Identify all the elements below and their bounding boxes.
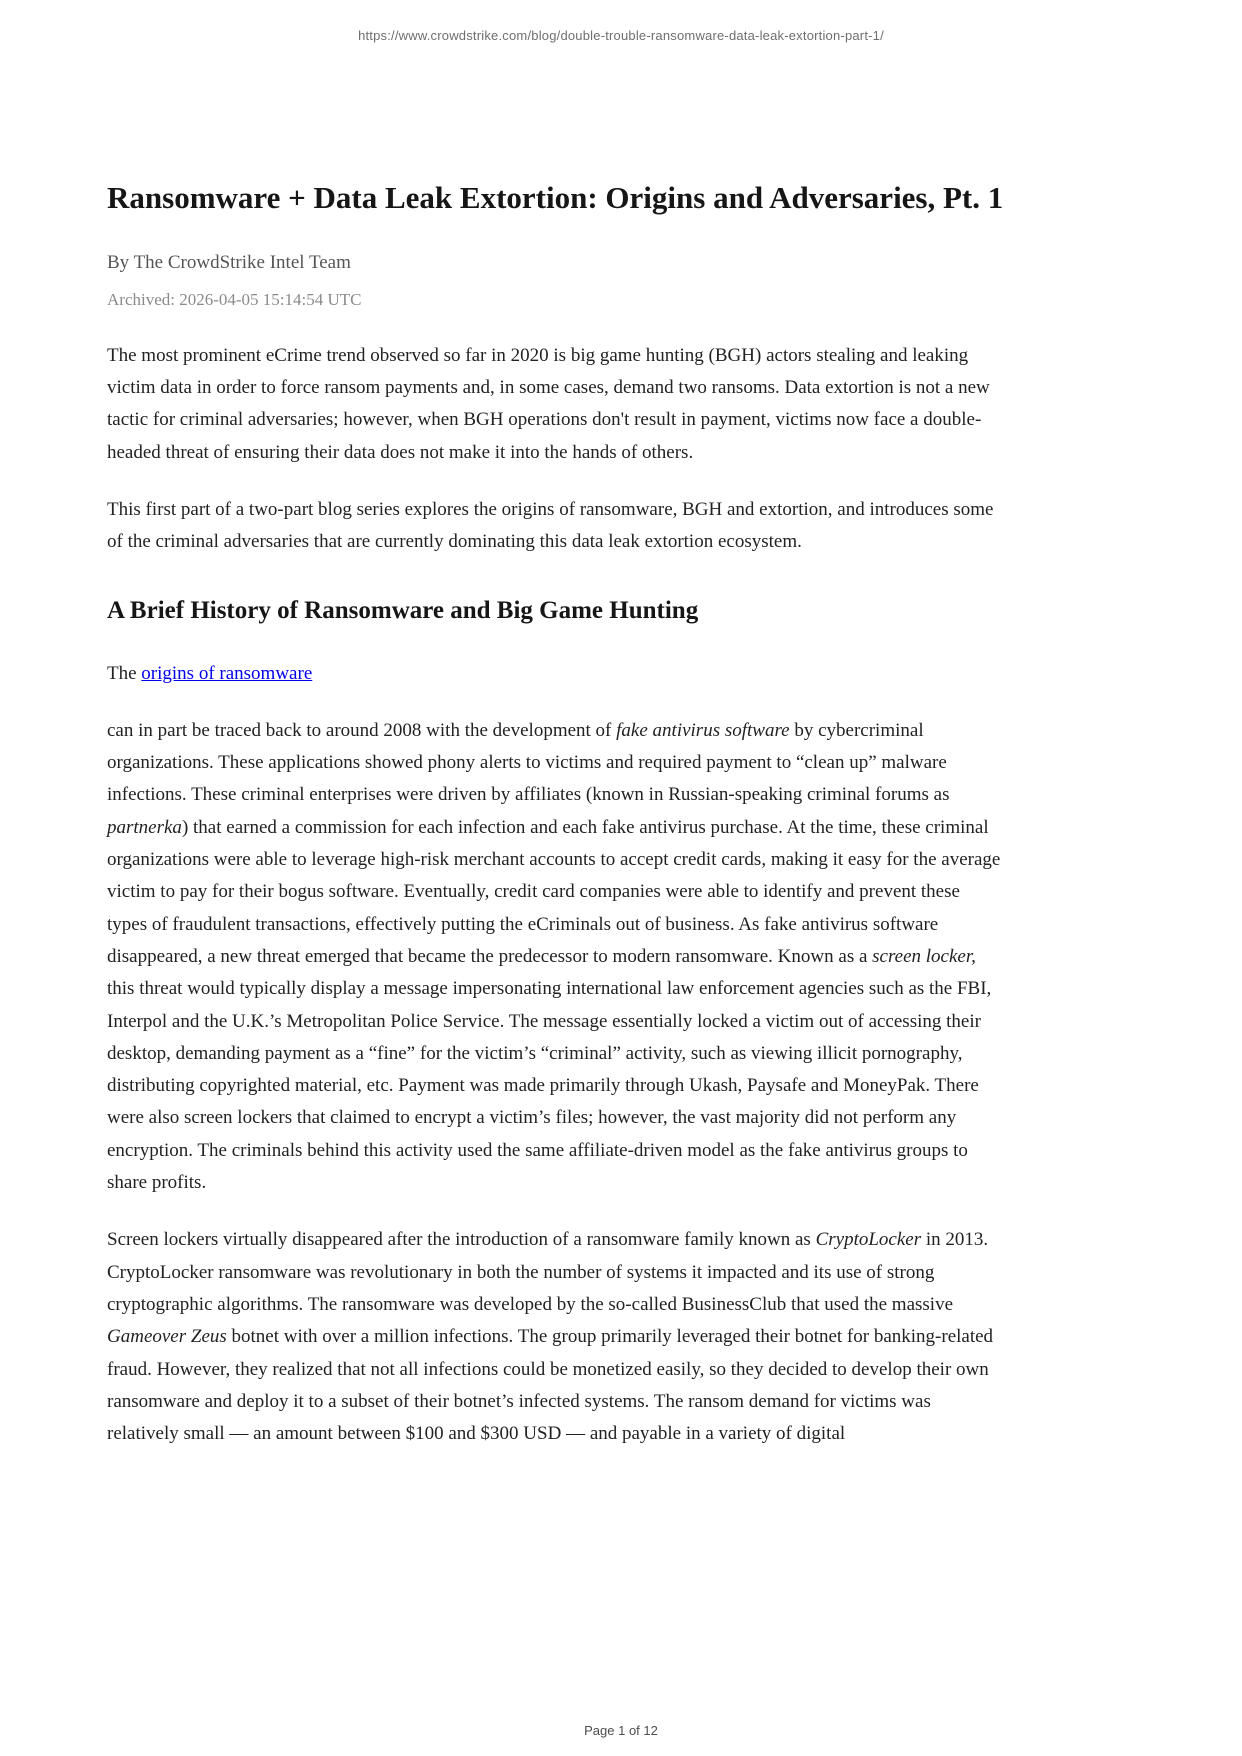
- origins-link-line: [107, 658, 1004, 690]
- origins-of-ransomware-link[interactable]: origins of ransomware: [141, 662, 313, 684]
- text-run: Screen lockers virtually disappeared after the introduction of a ransomware family known as: [107, 1229, 816, 1251]
- text-run: this threat would typically display a message impersonating international law enforcement agencies such as the FBI, Interpol and the U.K.’s Metropolitan Police Service. The message essentially locked a victim out of accessing their desktop, demanding payment as a “fine” for the victim’s “criminal” activity, such as viewing illicit pornography, distributing copyrighted material, etc. Payment was made primarily through Ukash, Paysafe and MoneyPak. There were also screen lockers that claimed to encrypt a victim’s files; however, the vast majority did not perform any encryption. The criminals behind this activity used the same affiliate-driven model as the fake antivirus groups to share profits.: [107, 978, 992, 1194]
- text-run: by cybercriminal organizations. These applications showed phony alerts to victims and required payment to “clean up” malware infections. These criminal enterprises were driven by affiliates (known in Russian-speaking criminal forums as: [107, 719, 950, 806]
- text-run: The: [107, 662, 142, 684]
- intro-paragraph-2: This first part of a two-part blog series explores the origins of ransomware, BGH and extortion, and introduces some of the criminal adversaries that are currently dominating this data leak extortion ecosystem.: [107, 498, 994, 553]
- italic-text-run: screen locker,: [872, 945, 976, 967]
- history-paragraph: [107, 715, 1004, 1199]
- article-content: [107, 170, 1004, 1475]
- page-title: Ransomware + Data Leak Extortion: Origins and Adversaries, Pt. 1: [107, 180, 1004, 215]
- author-byline: By The CrowdStrike Intel Team: [107, 251, 351, 273]
- text-run: ) that earned a commission for each infection and each fake antivirus purchase. At the time, these criminal organizations were able to leverage high-risk merchant accounts to accept credit cards, making it easy for the average victim to pay for their bogus software. Eventually, credit card companies were able to identify and prevent these types of fraudulent transactions, effectively putting the eCriminals out of business. As fake antivirus software disappeared, a new threat emerged that became the predecessor to modern ransomware. Known as a: [107, 816, 1001, 967]
- italic-text-run: fake antivirus software: [616, 719, 790, 741]
- italic-text-run: partnerka: [107, 816, 182, 838]
- page-number-footer: Page 1 of 12: [584, 1723, 658, 1738]
- text-run: in 2013. CryptoLocker ransomware was revolutionary in both the number of systems it impacted and its use of strong cryptographic algorithms. The ransomware was developed by the so-called BusinessClub that used the massive: [107, 1229, 989, 1315]
- cryptolocker-paragraph: [107, 1224, 1004, 1450]
- section-heading-history: A Brief History of Ransomware and Big Game Hunting: [107, 596, 699, 624]
- text-run: can in part be traced back to around 2008 with the development of: [107, 719, 617, 741]
- source-url-header: https://www.crowdstrike.com/blog/double-trouble-ransomware-data-leak-extortion-part-1/: [358, 28, 884, 43]
- archived-timestamp: Archived: 2026-04-05 15:14:54 UTC: [107, 289, 362, 309]
- italic-text-run: Gameover Zeus: [107, 1326, 227, 1348]
- intro-paragraph-1: The most prominent eCrime trend observed so far in 2020 is big game hunting (BGH) actors stealing and leaking victim data in order to force ransom payments and, in some cases, demand two ransoms. Data extortion is not a new tactic for criminal adversaries; however, when BGH operations don't result in payment, victims now face a double-headed threat of ensuring their data does not make it into the hands of others.: [107, 344, 990, 463]
- italic-text-run: CryptoLocker: [815, 1229, 922, 1251]
- text-run: botnet with over a million infections. The group primarily leveraged their botnet for banking-related fraud. However, they realized that not all infections could be monetized easily, so they decided to develop their own ransomware and deploy it to a subset of their botnet’s infected systems. The ransom demand for victims was relatively small — an amount between $100 and $300 USD — and payable in a variety of digital: [107, 1326, 994, 1445]
